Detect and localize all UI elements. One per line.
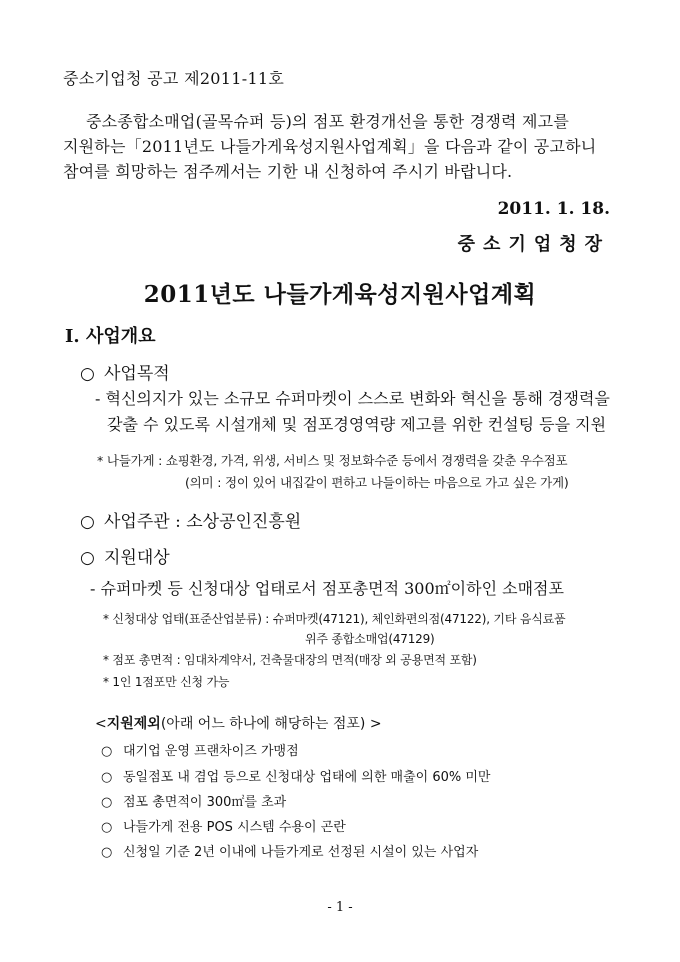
- exclusion-item-text: 대기업 운영 프랜차이즈 가맹점: [123, 744, 299, 759]
- exclusion-item-5: [101, 841, 478, 860]
- target-note-1: * 신청대상 업태(표준산업분류) : 슈퍼마켓(47121), 체인화편의점(47122), 기타 음식료품: [103, 612, 566, 626]
- target-note-1-cont: 위주 종합소매업(47129): [305, 632, 435, 646]
- target-note-3: * 1인 1점포만 신청 가능: [103, 675, 230, 689]
- purpose-heading-text: 사업목적: [104, 364, 170, 384]
- circle-bullet-icon: ○: [101, 744, 113, 759]
- purpose-note-2: (의미 : 정이 있어 내집같이 편하고 나들이하는 마음으로 가고 싶은 가게): [185, 475, 569, 490]
- exclusion-bracket-open: <: [95, 716, 107, 732]
- purpose-line-1: - 혁신의지가 있는 소규모 슈퍼마켓이 스스로 변화와 혁신을 통해 경쟁력을: [95, 389, 610, 408]
- circle-bullet-icon: ○: [101, 820, 113, 835]
- exclusion-item-2: [101, 766, 490, 785]
- purpose-heading: [80, 359, 170, 384]
- circle-bullet-icon: ○: [80, 512, 95, 532]
- circle-bullet-icon: ○: [101, 770, 113, 785]
- host-line: [80, 507, 301, 532]
- circle-bullet-icon: ○: [101, 845, 113, 860]
- host-text: 사업주관 : 소상공인진흥원: [104, 512, 302, 532]
- exclusion-item-text: 점포 총면적이 300㎡를 초과: [123, 795, 287, 810]
- target-heading: [80, 543, 170, 568]
- notice-date: 2011. 1. 18.: [497, 199, 610, 219]
- exclusion-item-3: [101, 791, 286, 810]
- exclusion-item-1: [101, 740, 299, 759]
- intro-line-1: 중소종합소매업(골목슈퍼 등)의 점포 환경개선을 통한 경쟁력 제고를: [86, 112, 569, 131]
- exclusion-item-4: [101, 816, 346, 835]
- exclusion-label-rest: (아래 어느 하나에 해당하는 점포) >: [160, 716, 382, 732]
- purpose-note-1: * 나들가게 : 쇼핑환경, 가격, 위생, 서비스 및 정보화수준 등에서 경쟁력을 갖춘 우수점포: [97, 453, 568, 468]
- exclusion-item-text: 동일점포 내 겸업 등으로 신청대상 업태에 의한 매출이 60% 미만: [123, 770, 491, 785]
- target-note-2: * 점포 총면적 : 임대차계약서, 건축물대장의 면적(매장 외 공용면적 포함): [103, 653, 477, 667]
- section-heading-overview: Ⅰ. 사업개요: [65, 326, 156, 347]
- target-heading-text: 지원대상: [104, 548, 170, 568]
- issuer-name: 중소기업청장: [457, 234, 610, 255]
- exclusion-item-text: 나들가게 전용 POS 시스템 수용이 곤란: [123, 820, 346, 835]
- circle-bullet-icon: ○: [80, 548, 95, 568]
- page-number: - 1 -: [327, 900, 353, 915]
- document-title: 2011년도 나들가게육성지원사업계획: [143, 281, 537, 308]
- exclusion-label: 지원제외: [106, 716, 161, 732]
- purpose-line-2: 갖출 수 있도록 시설개체 및 점포경영역량 제고를 위한 컨설팅 등을 지원: [107, 415, 607, 434]
- circle-bullet-icon: ○: [80, 364, 95, 384]
- intro-line-3: 참여를 희망하는 점주께서는 기한 내 신청하여 주시기 바랍니다.: [63, 162, 513, 181]
- intro-line-2: 지원하는「2011년도 나들가게육성지원사업계획」을 다음과 같이 공고하니: [63, 137, 597, 156]
- exclusion-heading: [95, 713, 382, 733]
- target-line: - 슈퍼마켓 등 신청대상 업태로서 점포총면적 300㎡이하인 소매점포: [90, 579, 564, 598]
- circle-bullet-icon: ○: [101, 795, 113, 810]
- exclusion-item-text: 신청일 기준 2년 이내에 나들가게로 선정된 시설이 있는 사업자: [123, 845, 479, 860]
- notice-header: 중소기업청 공고 제2011-11호: [63, 69, 285, 88]
